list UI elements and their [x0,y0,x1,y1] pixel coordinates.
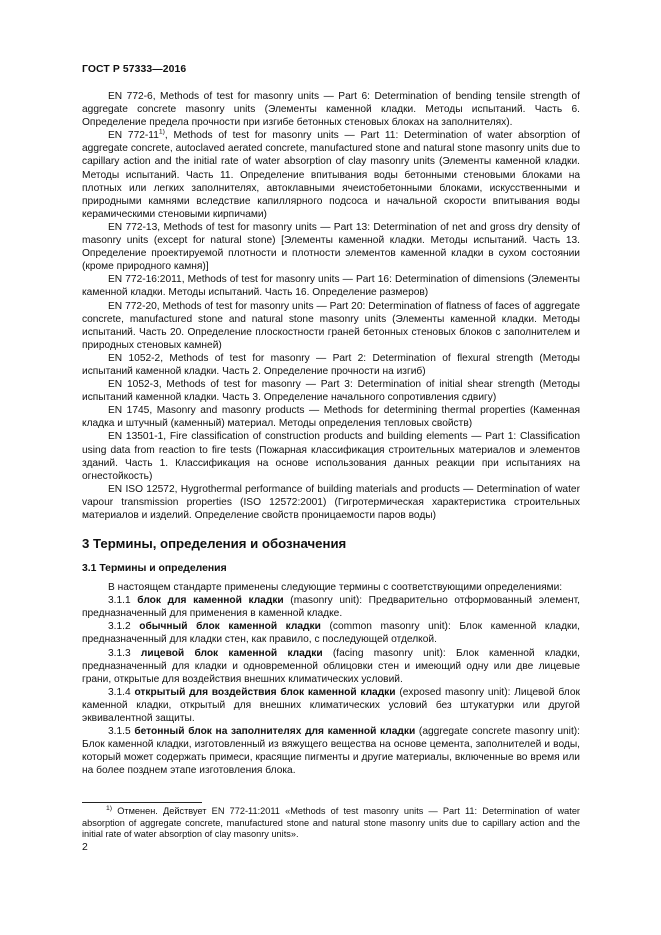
term-definition [82,725,580,777]
term-def: (exposed masonry unit): Лицевой блок каменной кладки, открытый для внешних климатических условий без штукатурки или другой эквивалентной защиты. [82,686,580,725]
term-definition [82,620,580,646]
term-def: (aggregate concrete masonry unit): Блок каменной кладки, изготовленный из вяжущего вещества на основе цемента, заполнителей и воды, который может содержать примеси, красящие пигменты и другие материалы, включенные во время или на более позднем этапе изготовления блока. [82,726,581,777]
term-definition [82,647,580,686]
reference-item: EN 772-13, Methods of test for masonry units — Part 13: Determination of net and gross dry density of masonry units (except for natural stone) [Элементы каменной кладки. Методы испытаний. Часть 13. Определение проектируемой плотности и плотности элементов каменной кладки в сухом состоянии (кроме природного камня)] [82,221,580,273]
term-def: (common masonry unit): Блок каменной кладки, предназначенный для кладки стен, как правило, с последующей отделкой. [82,621,580,646]
normative-references-list [82,90,580,522]
term-name: открытый для воздействия блок каменной кладки [134,686,396,698]
term-def: (masonry unit): Предварительно отформованный элемент, предназначенный для применения в каменной кладке. [82,595,580,620]
reference-item: EN 1052-3, Methods of test for masonry — Part 3: Determination of initial shear strength (Методы испытаний каменной кладки. Часть 3. Определение начального сопротивления сдвигу) [82,379,580,404]
footnote [82,806,580,841]
subsection-title: 3.1 Термины и определения [82,563,227,575]
term-name: бетонный блок на заполнителях для каменной кладки [134,726,416,738]
term-number: 3.1.3 [108,647,141,659]
term-name: обычный блок каменной кладки [139,621,321,633]
term-number: 3.1.1 [108,595,138,607]
reference-item: EN 772-16:2011, Methods of test for masonry units — Part 16: Determination of dimensions (Элементы каменной кладки. Методы испытаний. Часть 16. Определение размеров) [82,274,580,299]
reference-item: EN 13501-1, Fire classification of construction products and building elements — Part 1: Classification using data from reaction to fire tests (Пожарная классификация строительных материалов и элементов зданий. Часть 1. Классификация на основе использования данных реакции при испытаниях на огнестойкость) [82,431,580,482]
document-header: ГОСТ Р 57333—2016 [82,64,187,75]
footnote-separator [82,802,202,803]
section-title: 3 Термины, определения и обозначения [82,536,347,552]
footnote-ref[interactable]: 1) [158,128,165,136]
term-name: лицевой блок каменной кладки [140,647,323,659]
page-number: 2 [82,842,88,853]
term-name: блок для каменной кладки [137,595,284,607]
term-number: 3.1.2 [108,621,140,633]
reference-item: EN 772-11$^{1)}$, Methods of test for masonry units — Part 11: Determination of water absorption of aggregate concrete, autoclaved aerated concrete, manufactured stone and natural stone masonry units due to capillary action and the initial rate of water absorption of clay masonry units (Элементы каменной кладки. Методы испытаний. Часть 11. Определение впитывания воды бетонными стеновыми блоками на плотных или легких заполнителях, автоклавными ячеистобетонными блоками, искусственными и природными камнями вследствие капиллярного подсоса и начальной скорости впитывания воды керамическими стеновыми кирпичами) [82,128,580,220]
term-number: 3.1.5 [108,726,135,738]
footnote-marker: 1) [106,804,113,812]
reference-text: Methods of test for masonry units — Part 11: Determination of water absorption of aggregate concrete, autoclaved aerated concrete, manufactured stone and natural stone masonry units due to capillary action and the initial rate of water absorption of clay masonry units (Элементы каменной кладки. Методы испытаний. Часть 11. Определение впитывания воды бетонными стеновыми блоками на плотных или легких заполнителях, автоклавными ячеистобетонными блоками, искусственными и природными камнями вследствие капиллярного подсоса и начальной скорости впитывания воды керамическими стеновыми кирпичами) [82,130,580,220]
page-content [82,90,580,778]
term-definition [82,686,580,725]
footnote-text [82,806,580,841]
term-definition [82,594,580,620]
footnote-body: Отменен. Действует EN 772-11:2011 «Methods of test masonry units — Part 11: Determination of water absorption of aggregate concrete, manufactured stone and natural stone masonry units due to capillary action and the initial rate of water absorption of clay masonry units». [82,806,580,840]
reference-item: EN 772-6, Methods of test for masonry units — Part 6: Determination of bending tensile strength of aggregate concrete masonry units (Элементы каменной кладки. Методы испытаний. Часть 6. Определение предела прочности при изгибе бетонных стеновых блоках на заполнителях). [82,91,580,129]
reference-item: EN 1052-2, Methods of test for masonry — Part 2: Determination of flexural strength (Методы испытаний каменной кладки. Часть 2. Определение прочности на изгиб) [82,352,580,377]
reference-item: EN 772-20, Methods of test for masonry units — Part 20: Determination of flatness of faces of aggregate concrete, manufactured stone and natural stone masonry units (Элементы каменной кладки. Методы испытаний. Часть 20. Определение плоскостности граней бетонных стеновых блоков с заполнителем и природных стеновых камней) [82,300,580,351]
term-number: 3.1.4 [108,686,135,698]
section-intro: В настоящем стандарте применены следующие термины с соответствующими определениями: [108,582,563,594]
reference-item: EN 1745, Masonry and masonry products — Methods for determining thermal properties (Каменная кладка и штучный (каменный) материал. Методы определения тепловых свойств) [82,405,580,430]
reference-item: EN ISO 12572, Hygrothermal performance of building materials and products — Determination of water vapour transmission properties (ISO 12572:2001) (Гигротермическая характеристика строительных материалов и изделий. Определение свойств проницаемости паров воды) [82,483,580,521]
term-def: (facing masonry unit): Блок каменной кладки, предназначенный для кладки и одновременной облицовки стен и имеющий одну или две лицевые грани, открытые для воздействия внешних климатических условий. [82,647,580,685]
reference-code: EN 772-11 [108,130,159,142]
